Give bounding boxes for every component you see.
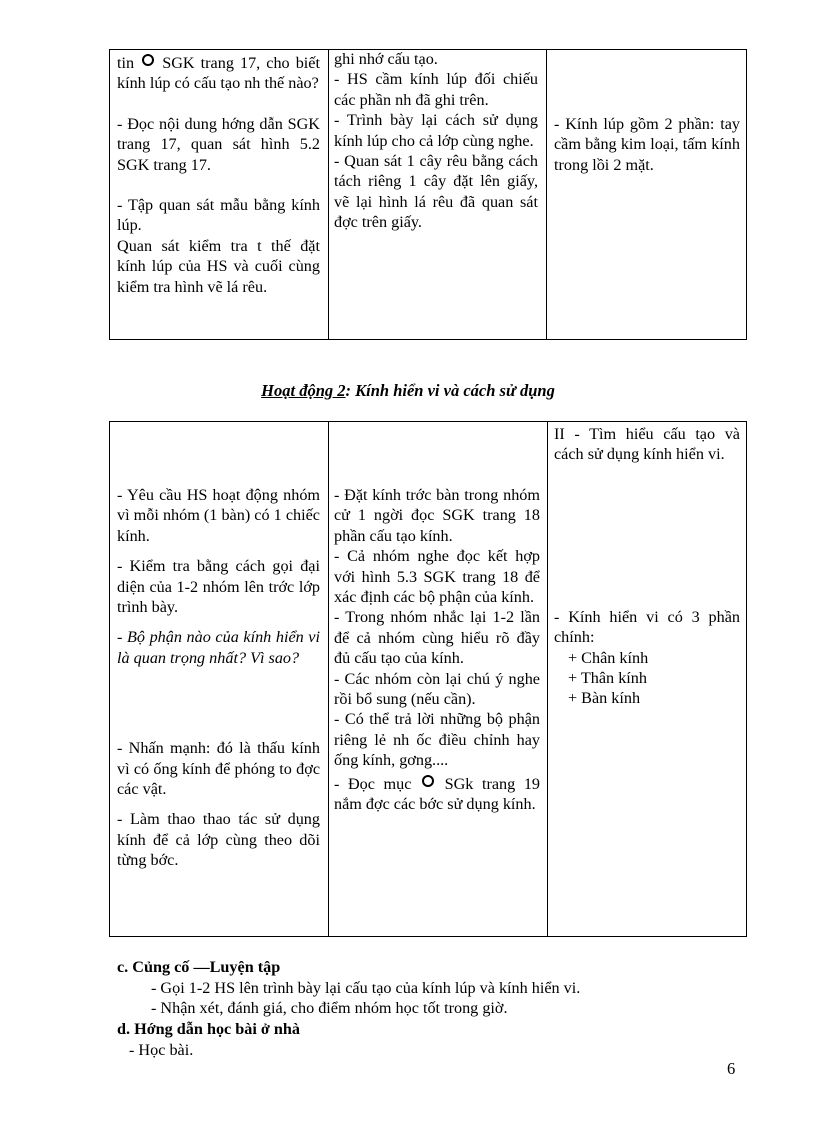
section-d-title: d. Hớng dẫn học bài ở nhà bbox=[117, 1020, 301, 1038]
table-2-column-1-text bbox=[117, 485, 320, 871]
table-1-column-3-text bbox=[554, 114, 740, 175]
cell-paragraph: - Nhấn mạnh: đó là thấu kính vì có ống kính để phóng to đợc các vật. bbox=[117, 739, 320, 799]
circle-bullet-icon bbox=[142, 54, 154, 66]
cell-paragraph: - Đọc mục SGk trang 19 nắm đợc các bớc sử dụng kính. bbox=[334, 774, 541, 814]
section-d-item: - Học bài. bbox=[129, 1041, 194, 1059]
cell-paragraph: Quan sát kiểm tra t thế đặt kính lúp của HS và cuối cùng kiểm tra hình vẽ lá rêu. bbox=[117, 236, 320, 296]
cell-paragraph: - Quan sát 1 cây rêu bằng cách tách riêng 1 cây đặt lên giấy, vẽ lại hình lá rêu đã quan sát đợc trên giấy. bbox=[334, 152, 538, 232]
activity-2-heading: Hoạt động 2: Kính hiển vi và cách sử dụng bbox=[261, 381, 555, 400]
cell-paragraph: ghi nhớ cấu tạo. bbox=[334, 50, 438, 68]
cell-paragraph: - HS cầm kính lúp đối chiếu các phần nh đã ghi trên. bbox=[334, 70, 538, 109]
cell-paragraph: - Kính lúp gồm 2 phần: tay cầm bằng kim loại, tấm kính trong lồi 2 mặt. bbox=[554, 115, 740, 174]
cell-paragraph: II - Tìm hiểu cấu tạo và cách sử dụng kính hiển vi. bbox=[554, 425, 740, 464]
table-1-column-1-text bbox=[117, 53, 320, 297]
section-c-item: - Gọi 1-2 HS lên trình bày lại cấu tạo của kính lúp và kính hiển vi. bbox=[151, 979, 581, 997]
cell-paragraph: + Chân kính bbox=[568, 648, 649, 667]
cell-paragraph: tin SGK trang 17, cho biết kính lúp có cấu tạo nh thế nào? bbox=[117, 54, 320, 93]
table-2 bbox=[109, 421, 747, 937]
page-number: 6 bbox=[727, 1059, 736, 1078]
cell-paragraph: - Đọc nội dung hớng dẫn SGK trang 17, quan sát hình 5.2 SGK trang 17. bbox=[117, 114, 320, 174]
section-c-title: c. Củng cố —Luyện tập bbox=[117, 958, 281, 976]
cell-paragraph: - Bộ phận nào của kính hiển vi là quan trọng nhất? Vì sao? bbox=[117, 628, 320, 667]
table-1-column-2-text bbox=[334, 49, 538, 233]
table-1 bbox=[109, 49, 747, 340]
cell-paragraph: - Cả nhóm nghe đọc kết hợp với hình 5.3 SGK trang 18 để xác định các bộ phận của kính. bbox=[334, 547, 540, 607]
cell-paragraph: - Kính hiển vi có 3 phần chính: bbox=[554, 607, 740, 647]
cell-paragraph: + Thân kính bbox=[568, 669, 647, 688]
cell-paragraph: - Trong nhóm nhắc lại 1-2 lần để cả nhóm cùng hiểu rõ đầy đủ cấu tạo của kính. bbox=[334, 608, 540, 668]
cell-paragraph: - Kiểm tra bằng cách gọi đại diện của 1-2 nhóm lên trớc lớp trình bày. bbox=[117, 557, 320, 617]
cell-paragraph: - Đặt kính trớc bàn trong nhóm cử 1 ngời đọc SGK trang 18 phần cấu tạo kính. bbox=[334, 486, 540, 545]
circle-bullet-icon bbox=[422, 775, 434, 787]
cell-paragraph: - Các nhóm còn lại chú ý nghe rồi bổ sung (nếu cần). bbox=[334, 669, 540, 709]
cell-paragraph: - Trình bày lại cách sử dụng kính lúp cho cả lớp cùng nghe. bbox=[334, 111, 538, 150]
section-c-item: - Nhận xét, đánh giá, cho điểm nhóm học tốt trong giờ. bbox=[151, 999, 508, 1017]
table-2-column-3-text bbox=[554, 424, 740, 709]
table-2-column-2-text bbox=[334, 485, 540, 815]
cell-paragraph: - Tập quan sát mẫu bằng kính lúp. bbox=[117, 196, 320, 235]
cell-paragraph: - Yêu cầu HS hoạt động nhóm vì mỗi nhóm (1 bàn) có 1 chiếc kính. bbox=[117, 486, 320, 545]
cell-paragraph: + Bàn kính bbox=[568, 689, 641, 708]
cell-paragraph: - Có thể trả lời những bộ phận riêng lẻ nh ốc điều chỉnh hay ống kính, gơng.... bbox=[334, 710, 540, 770]
cell-paragraph: - Làm thao thao tác sử dụng kính để cả lớp cùng theo dõi từng bớc. bbox=[117, 810, 320, 870]
